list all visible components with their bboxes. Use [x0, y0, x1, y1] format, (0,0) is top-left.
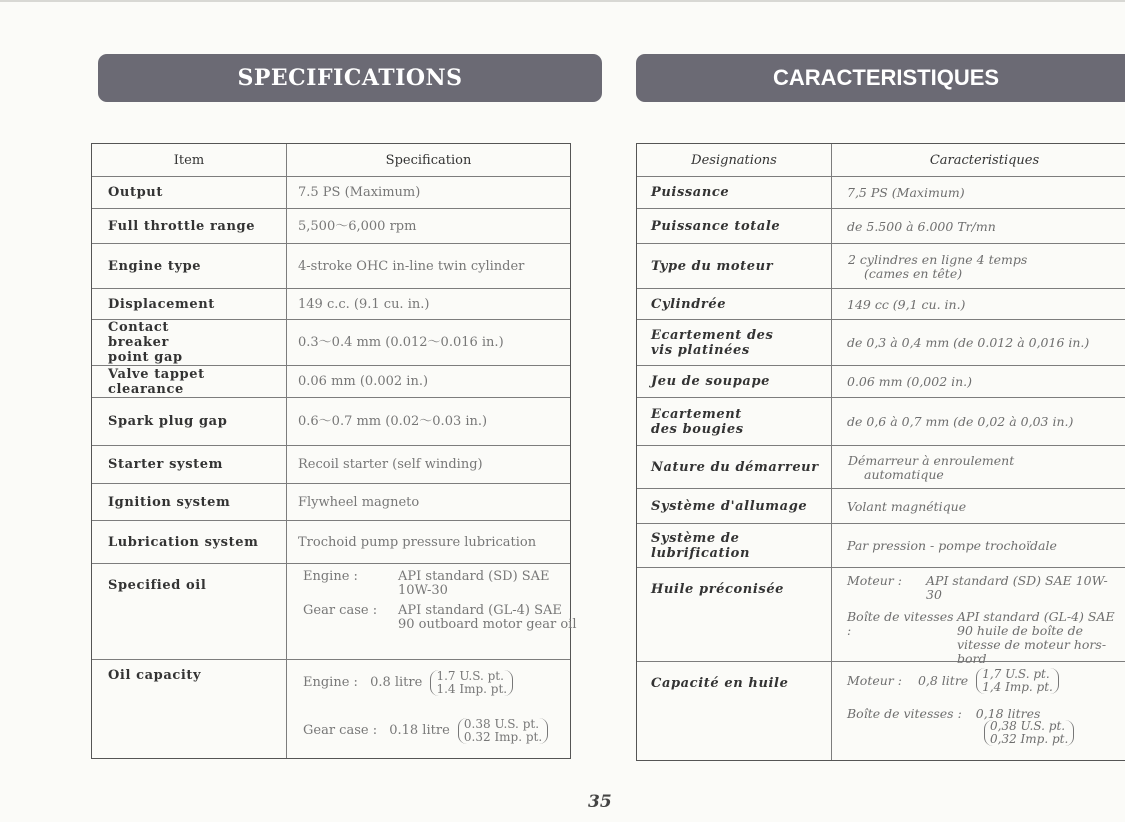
- capacity-gear-conversions-block: [980, 720, 1074, 746]
- capacity-engine: [303, 670, 513, 696]
- table-row: [637, 289, 1125, 320]
- capacity-gear-label: Gear case :: [303, 723, 378, 738]
- row-value: 5,500～6,000 rpm: [298, 218, 417, 234]
- capacity-engine-amount: 0,8 litre: [917, 673, 969, 688]
- specifications-banner: [98, 54, 602, 102]
- row-value: 0.06 mm (0.002 in.): [298, 374, 429, 389]
- row-value: 0.6～0.7 mm (0.02～0.03 in.): [298, 414, 488, 429]
- row-label: Jeu de soupape: [651, 374, 771, 389]
- row-value: de 0,3 à 0,4 mm (de 0.012 à 0,016 in.): [847, 335, 1090, 350]
- oil-capacity-row: [92, 660, 570, 758]
- capacity-gear-amount: 0,18 litres: [975, 705, 1041, 721]
- row-label: Type du moteur: [651, 258, 774, 274]
- table-row: [637, 366, 1125, 398]
- capacity-engine: [847, 668, 1059, 694]
- row-label: Ecartement des vis platinées: [651, 327, 774, 358]
- capacity-engine-us: 1,7 U.S. pt.: [982, 667, 1050, 681]
- row-label: Puissance totale: [651, 218, 781, 234]
- row-label: Ignition system: [108, 494, 231, 510]
- capacity-gear-conversions: [458, 718, 548, 744]
- row-value: 0.3～0.4 mm (0.012～0.016 in.): [298, 335, 504, 350]
- table-row: [92, 446, 570, 484]
- capacity-gear: [303, 718, 548, 744]
- row-value: Volant magnétique: [847, 498, 967, 514]
- table-row: [92, 521, 570, 564]
- caracteristiques-banner: [636, 54, 1125, 102]
- table-row: [92, 484, 570, 521]
- row-label: Système d'allumage: [651, 498, 808, 514]
- table-row: [637, 244, 1125, 289]
- row-value: 4-stroke OHC in-line twin cylinder: [298, 258, 525, 274]
- row-value: 149 c.c. (9.1 cu. in.): [298, 296, 430, 312]
- oil-gear-label: Boîte de vitesses :: [847, 609, 954, 638]
- row-label: Cylindrée: [651, 296, 727, 312]
- capacity-engine-label: Moteur :: [847, 673, 902, 688]
- row-value: 7,5 PS (Maximum): [847, 185, 965, 200]
- row-value: 7.5 PS (Maximum): [298, 185, 421, 200]
- capacity-engine-us: 1.7 U.S. pt.: [436, 669, 504, 683]
- oil-engine-value: API standard (SD) SAE 10W-30: [926, 573, 1108, 602]
- row-label: Système de lubrification: [651, 530, 751, 561]
- table-row: [637, 446, 1125, 489]
- caracteristiques-header: Caracteristiques: [929, 152, 1040, 168]
- table-row: [92, 289, 570, 320]
- row-label: Puissance: [651, 185, 730, 200]
- table-row: [92, 366, 570, 398]
- caracteristiques-title: CARACTERISTIQUES: [772, 65, 1000, 90]
- table-row: [637, 398, 1125, 446]
- page-number: 35: [588, 792, 612, 812]
- table-row: [637, 524, 1125, 568]
- capacity-engine-conversions: [976, 668, 1059, 694]
- row-value: Démarreur à enroulement: [848, 453, 1015, 468]
- capacity-engine-conversions: [430, 670, 513, 696]
- row-value-line2: automatique: [864, 467, 944, 482]
- row-value-line2: (cames en tête): [864, 266, 963, 281]
- row-label: Valve tappet clearance: [108, 366, 205, 397]
- capacity-gear-us: 0,38 U.S. pt.: [990, 719, 1066, 733]
- oil-engine-value: API standard (SD) SAE 10W-30: [398, 569, 550, 598]
- row-label: Huile préconisée: [651, 582, 785, 597]
- row-label: Engine type: [108, 258, 202, 274]
- top-edge-line: [0, 0, 1125, 2]
- capacity-gear-us: 0.38 U.S. pt.: [463, 717, 540, 731]
- oil-engine-label: Engine :: [303, 569, 358, 584]
- capacity-engine-imp: 1,4 Imp. pt.: [982, 680, 1053, 694]
- table-row: [92, 209, 570, 244]
- table-row: [637, 489, 1125, 524]
- specified-oil-row: [92, 564, 577, 660]
- capacity-engine-imp: 1.4 Imp. pt.: [436, 682, 508, 696]
- row-value: de 0,6 à 0,7 mm (de 0,02 à 0,03 in.): [847, 414, 1074, 429]
- capacity-gear-imp: 0.32 Imp. pt.: [463, 730, 543, 744]
- table-row: [92, 398, 570, 446]
- row-label: Lubrication system: [108, 534, 259, 550]
- capacity-engine-label: Engine :: [303, 675, 358, 690]
- row-label: Capacité en huile: [651, 676, 789, 691]
- row-value: 2 cylindres en ligne 4 temps: [848, 252, 1028, 267]
- capacity-gear-imp: 0,32 Imp. pt.: [990, 732, 1069, 746]
- row-label: Ecartement des bougies: [651, 406, 744, 437]
- table-header: [92, 144, 570, 177]
- row-value: 0.06 mm (0,002 in.): [847, 374, 973, 389]
- item-header: Item: [173, 152, 205, 168]
- oil-gear-label: Gear case :: [303, 603, 378, 618]
- row-value: Trochoid pump pressure lubrication: [298, 534, 537, 550]
- row-label: Oil capacity: [108, 668, 202, 683]
- row-value: Par pression - pompe trochoïdale: [847, 538, 1057, 553]
- table-row: [92, 177, 570, 209]
- row-label: Displacement: [108, 296, 215, 312]
- row-label: Contact breaker point gap: [108, 320, 183, 365]
- oil-gear-value: API standard (GL-4) SAE 90 huile de boîte de vitesse de moteur hors-bord: [957, 609, 1115, 666]
- capacity-gear-conversions: [984, 720, 1074, 746]
- table-row: [92, 244, 570, 289]
- table-row: [637, 209, 1125, 244]
- table-row: [92, 320, 570, 366]
- caracteristiques-table: [636, 143, 1125, 761]
- table-row: [637, 177, 1125, 209]
- row-value: Flywheel magneto: [298, 494, 420, 510]
- specifications-title: SPECIFICATIONS: [237, 65, 463, 91]
- row-label: Spark plug gap: [108, 414, 228, 429]
- spec-header: Specification: [385, 152, 472, 168]
- row-label: Nature du démarreur: [651, 459, 819, 475]
- capacity-engine-amount: 0.8 litre: [370, 675, 423, 690]
- huile-preconisee-row: [637, 568, 1125, 666]
- table-header: [637, 144, 1125, 177]
- table-row: [637, 320, 1125, 366]
- row-label: Starter system: [108, 457, 223, 472]
- designations-header: Designations: [691, 152, 777, 168]
- capacity-gear-amount: 0.18 litre: [389, 723, 450, 738]
- oil-gear-value: API standard (GL-4) SAE 90 outboard motor gear oil: [398, 603, 577, 632]
- row-value: 149 cc (9,1 cu. in.): [847, 296, 966, 312]
- capacite-huile-row: [637, 662, 1125, 760]
- row-label: Specified oil: [108, 578, 207, 593]
- oil-engine-label: Moteur :: [847, 573, 902, 588]
- row-value: Recoil starter (self winding): [298, 457, 483, 472]
- specifications-table: [91, 143, 577, 759]
- row-label: Full throttle range: [108, 218, 256, 234]
- capacity-gear-label: Boîte de vitesses :: [847, 705, 962, 721]
- row-label: Output: [108, 185, 163, 200]
- row-value: de 5.500 à 6.000 Tr/mn: [847, 218, 996, 234]
